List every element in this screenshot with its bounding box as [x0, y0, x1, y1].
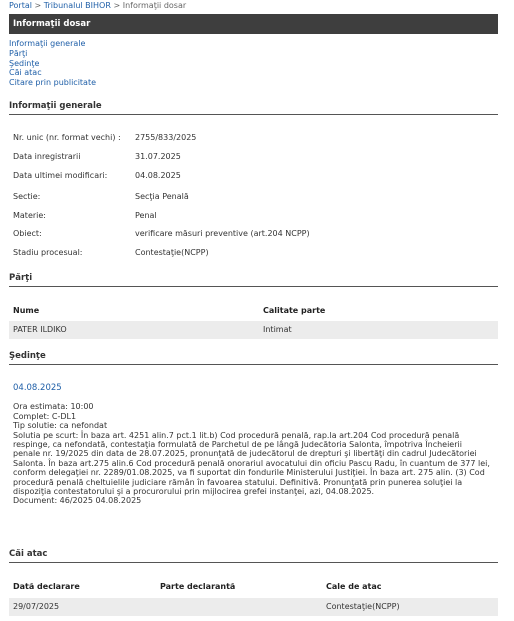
- section-nav: [9, 39, 96, 88]
- section-heading-informatii-generale: Informaţii generale: [9, 101, 498, 115]
- info-value: 31.07.2025: [135, 152, 181, 161]
- nav-link-sedinte[interactable]: Şedinţe: [9, 58, 40, 68]
- info-value: 2755/833/2025: [135, 133, 197, 142]
- info-value: 04.08.2025: [135, 171, 181, 180]
- info-row-stadiu-procesual: [13, 248, 209, 257]
- info-value: Secţia Penală: [135, 192, 189, 201]
- breadcrumb: [9, 1, 186, 10]
- breadcrumb-portal-link[interactable]: Portal: [9, 1, 32, 10]
- info-label: Data ultimei modificari:: [13, 171, 108, 180]
- info-label: Materie:: [13, 211, 46, 220]
- info-label: Nr. unic (nr. format vechi) :: [13, 133, 121, 142]
- sedinta-complet: Complet: C-DL1: [13, 411, 77, 421]
- info-label: Stadiu procesual:: [13, 248, 83, 257]
- nav-link-parti[interactable]: Părţi: [9, 48, 28, 58]
- info-label: Sectie:: [13, 192, 41, 201]
- sedinta-solutie: Solutia pe scurt: În baza art. 4251 alin.7 pct.1 lit.b) Cod procedură penală, rap.la art.204 Cod procedură penală respinge, ca nefondată, contestaţia formulată de Parchetul de pe lângă Judecătoria Salonta, împotriva Încheierii penale nr. 19/2025 din data de 28.07.2025, pronunţată de judecătorul de drepturi şi libertăţi din cadrul Judecătoriei Salonta. În baza art.275 alin.6 Cod procedură penală onorariul avocatului din oficiu Pascu Radu, în cuantum de 377 lei, conform delegaţiei nr. 2289/01.08.2025, va fi suportat din fondurile Ministerului Justiţiei. În baza art. 275 alin. (3) Cod procedură penală cheltuielile judiciare rămân în favoarea statului. Definitivă. Pronunţată prin punerea soluţiei la dispoziţia contestatorului şi a procurorului prin mijlocirea grefei instanţei, azi, 04.08.2025.: [13, 430, 490, 497]
- breadcrumb-tribunal-link[interactable]: Tribunalul BIHOR: [43, 1, 111, 10]
- breadcrumb-separator: >: [34, 1, 42, 10]
- info-value: verificare măsuri preventive (art.204 NCPP): [135, 229, 310, 238]
- cell-cale-de-atac: Contestaţie(NCPP): [326, 602, 400, 611]
- sedinta-entry: [13, 384, 493, 506]
- nav-link-cai-atac[interactable]: Căi atac: [9, 68, 42, 78]
- column-header-nume: Nume: [13, 306, 40, 315]
- sedinta-document: Document: 46/2025 04.08.2025: [13, 496, 142, 506]
- info-row-materie: [13, 211, 157, 220]
- info-label: Data inregistrarii: [13, 152, 81, 161]
- column-header-cale-de-atac: Cale de atac: [326, 582, 382, 591]
- sedinta-ora: Ora estimata: 10:00: [13, 402, 94, 412]
- parti-table-header: [9, 302, 498, 320]
- info-label: Obiect:: [13, 229, 42, 238]
- page-title: Informaţii dosar: [9, 14, 498, 34]
- nav-link-informatii-generale[interactable]: Informaţii generale: [9, 39, 86, 48]
- info-row-nr-unic: [13, 133, 197, 142]
- sedinta-tip-solutie: Tip solutie: ca nefondat: [13, 421, 108, 431]
- table-row: [9, 598, 498, 616]
- table-row: [9, 321, 498, 339]
- sedinta-date: 04.08.2025: [13, 383, 62, 393]
- cai-atac-table-header: [9, 578, 498, 596]
- section-heading-cai-atac: Căi atac: [9, 549, 498, 563]
- info-row-sectie: [13, 192, 189, 201]
- column-header-calitate-parte: Calitate parte: [263, 306, 326, 315]
- section-heading-sedinte: Şedinţe: [9, 351, 498, 365]
- column-header-parte-declaranta: Parte declarantă: [160, 582, 236, 591]
- cell-calitate-parte: Intimat: [263, 325, 292, 334]
- cell-data-declarare: 29/07/2025: [13, 602, 60, 611]
- column-header-data-declarare: Dată declarare: [13, 582, 80, 591]
- section-heading-parti: Părţi: [9, 273, 498, 287]
- info-row-data-inregistrarii: [13, 152, 181, 161]
- info-value: Penal: [135, 211, 157, 220]
- cell-nume: PATER ILDIKO: [13, 325, 67, 334]
- info-value: Contestaţie(NCPP): [135, 248, 209, 257]
- breadcrumb-separator: >: [113, 1, 121, 10]
- nav-link-citare-publicitate[interactable]: Citare prin publicitate: [9, 78, 97, 88]
- breadcrumb-current: Informaţii dosar: [122, 1, 187, 10]
- info-row-obiect: [13, 229, 310, 238]
- info-row-data-ultimei-modificari: [13, 171, 181, 180]
